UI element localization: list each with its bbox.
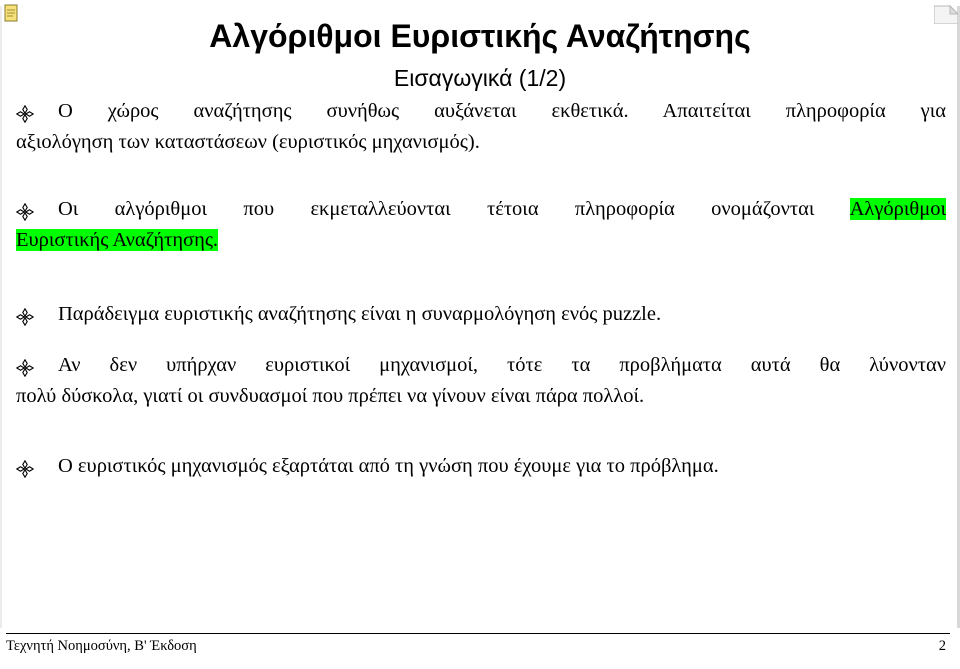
highlighted-term: Ευριστικής Αναζήτησης. (16, 229, 219, 251)
page-left-edge (0, 6, 2, 628)
bullet-line: Παράδειγμα ευριστικής αναζήτησης είναι η συναρμολόγηση ενός puzzle. (58, 303, 662, 325)
bullet-line: Αν δεν υπήρχαν ευριστικοί μηχανισμοί, τότε τα προβλήματα αυτά θα λύνονταν (58, 354, 946, 376)
bullet-plain-text: Οι αλγόριθμοι που εκμεταλλεύονται τέτοια πληροφορία ονομάζονται (58, 198, 850, 220)
four-diamond-bullet-icon (16, 203, 34, 221)
slide-title: Αλγόριθμοι Ευριστικής Αναζήτησης (209, 18, 751, 54)
slide-subtitle: Εισαγωγικά (1/2) (393, 65, 567, 91)
bullet-text (16, 96, 946, 158)
bullet-item (16, 96, 946, 158)
bullet-item (16, 451, 946, 482)
four-diamond-bullet-icon (16, 460, 34, 478)
bullet-line (58, 194, 946, 225)
bullet-item (16, 194, 946, 256)
bullet-line: πολύ δύσκολα, γιατί οι συνδυασμοί που πρέπει να γίνουν είναι πάρα πολλοί. (16, 385, 645, 407)
four-diamond-bullet-icon (16, 359, 34, 377)
bullet-line: Ο ευριστικός μηχανισμός εξαρτάται από τη γνώση που έχουμε για το πρόβλημα. (58, 455, 719, 477)
bullet-text (16, 299, 946, 330)
bullet-text (16, 451, 946, 482)
bullet-item (16, 350, 946, 412)
bullet-text (16, 350, 946, 412)
footer-divider (6, 633, 950, 634)
bullet-item (16, 299, 946, 330)
footer-page-number: 2 (938, 638, 946, 654)
bullet-line: Ο χώρος αναζήτησης συνήθως αυξάνεται εκθετικά. Απαιτείται πληροφορία για (58, 100, 946, 122)
four-diamond-bullet-icon (16, 308, 34, 326)
footer-book-title: Τεχνητή Νοημοσύνη, B' Έκδοση (6, 638, 197, 654)
four-diamond-bullet-icon (16, 105, 34, 123)
highlighted-term: Αλγόριθμοι (849, 198, 946, 220)
bullet-text (16, 194, 946, 256)
bullet-line (16, 225, 946, 256)
bullet-line: αξιολόγηση των καταστάσεων (ευριστικός μηχανισμός). (16, 131, 480, 153)
